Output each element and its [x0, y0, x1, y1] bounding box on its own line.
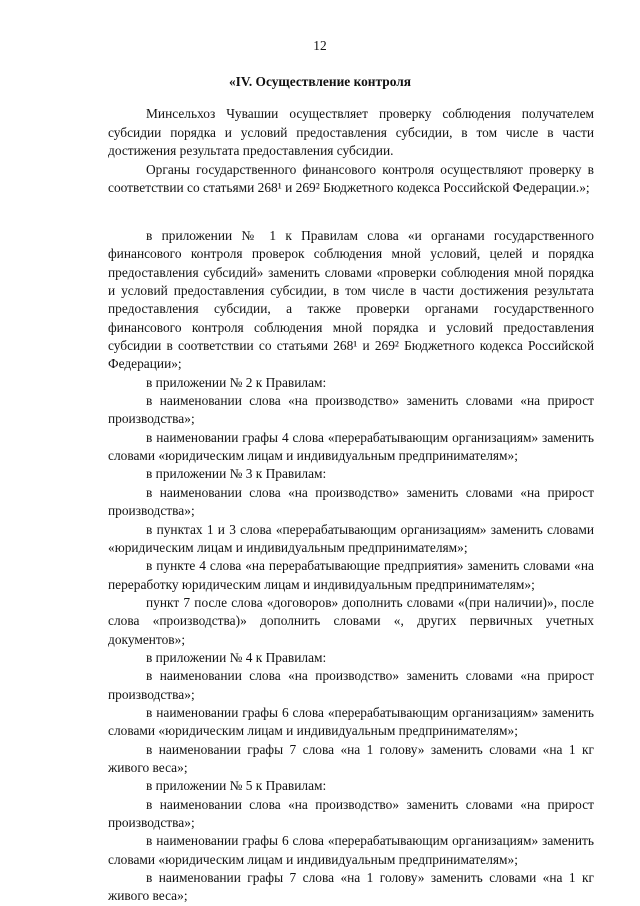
- paragraph: в приложении № 4 к Правилам:: [146, 649, 327, 665]
- paragraph: в пунктах 1 и 3 слова «перерабатывающим организациям» заменить словами «юридическим лицам и индивидуальным предпринимателям»;: [108, 521, 594, 555]
- paragraph: в наименовании графы 6 слова «перерабатывающим организациям» заменить словами «юридическим лицам и индивидуальным предпринимателям»;: [108, 833, 594, 867]
- paragraph: в наименовании графы 7 слова «на 1 голову» заменить словами «на 1 кг живого веса»;: [108, 741, 594, 775]
- paragraph: в наименовании слова «на производство» заменить словами «на прирост производства»;: [108, 796, 594, 830]
- paragraph: в наименовании графы 7 слова «на 1 голову» заменить словами «на 1 кг живого веса»;: [108, 870, 594, 904]
- section-body: [108, 105, 594, 198]
- page-number: 12: [313, 38, 327, 53]
- paragraph: Органы государственного финансового контроля осуществляют проверку в соответствии со статьями 268¹ и 269² Бюджетного кодекса Российской Федерации.»;: [108, 161, 594, 195]
- paragraph: в наименовании графы 4 слова «перерабатывающим организациям» заменить словами «юридическим лицам и индивидуальным предпринимателям»;: [108, 429, 594, 464]
- paragraph: в наименовании слова «на производство» заменить словами «на прирост производства»;: [108, 484, 594, 519]
- amendments-list: [108, 227, 594, 906]
- paragraph: в наименовании слова «на производство» заменить словами «на прирост производства»;: [108, 668, 594, 702]
- paragraph: в приложении № 3 к Правилам:: [146, 466, 327, 482]
- section-title: «IV. Осуществление контроля: [228, 74, 411, 89]
- paragraph: в наименовании слова «на производство» заменить словами «на прирост производства»;: [108, 393, 594, 427]
- paragraph: в приложении № 2 к Правилам:: [146, 374, 327, 390]
- paragraph: в приложении № 1 к Правилам слова «и органами государственного финансового контроля проверок соблюдения мной условий, целей и порядка предоставления субсидий» заменить словами «проверки соблюдения мной порядка и условий предоставления субсидии, в том числе в части достижения результата предоставления субсидии, а также проверки органами государственного финансового контроля соблюдения мной порядка и условий предоставления субсидии в соответствии со статьями 268¹ и 269² Бюджетного кодекса Российской Федерации»;: [108, 228, 594, 372]
- paragraph: в наименовании графы 6 слова «перерабатывающим организациям» заменить словами «юридическим лицам и индивидуальным предпринимателям»;: [108, 704, 594, 739]
- paragraph: в пункте 4 слова «на перерабатывающие предприятия» заменить словами «на переработку юридическим лицам и индивидуальным предпринимателям»;: [108, 558, 594, 592]
- paragraph: в приложении № 5 к Правилам:: [146, 778, 327, 794]
- paragraph: Минсельхоз Чувашии осуществляет проверку соблюдения получателем субсидии порядка и условий предоставления субсидии, в том числе в части достижения результата предоставления субсидии.: [108, 106, 594, 158]
- paragraph: пункт 7 после слова «договоров» дополнить словами «(при наличии)», после слова «производства)» дополнить словами «, других первичных учетных документов»;: [108, 594, 594, 647]
